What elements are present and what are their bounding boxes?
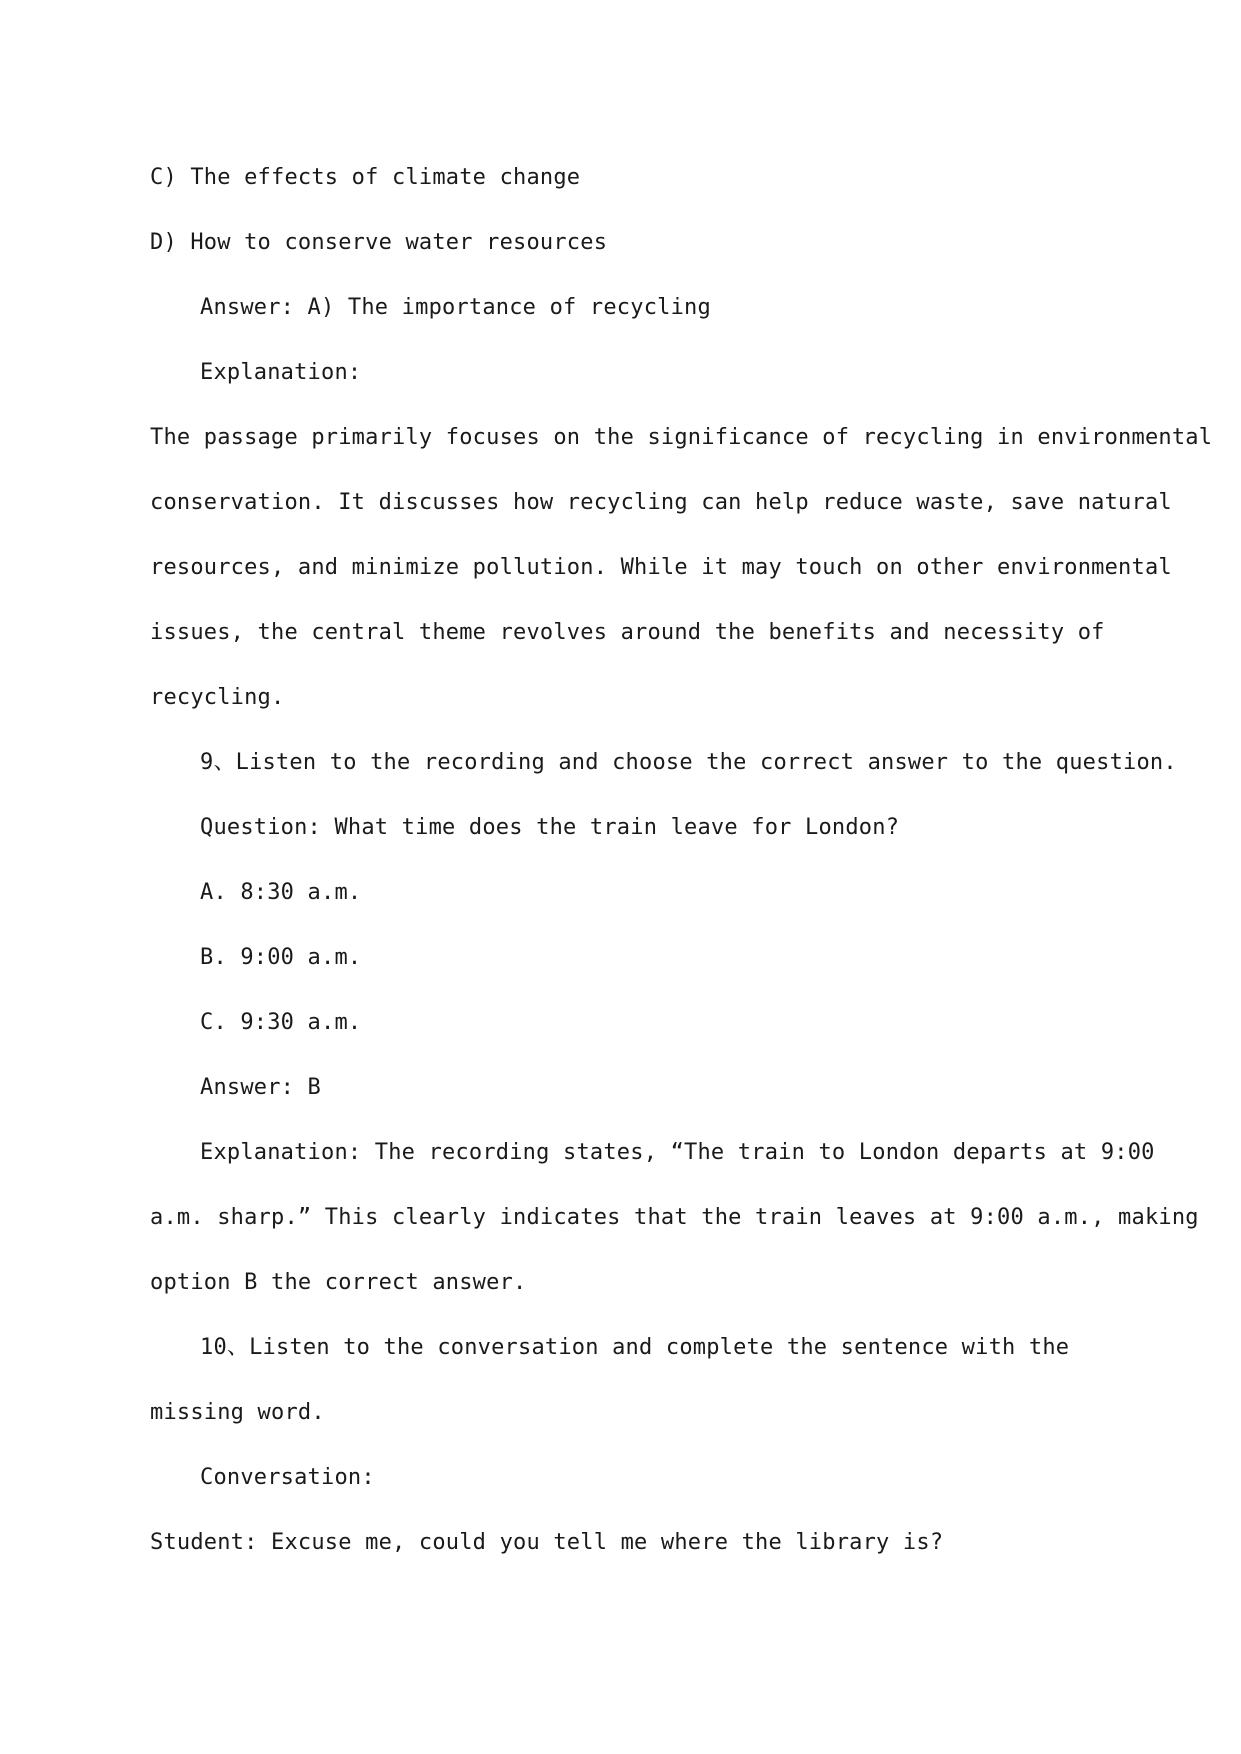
q8-explanation-line-5: recycling.	[150, 685, 285, 710]
q8-explanation-line-2: conservation. It discusses how recycling can help reduce waste, save natural	[150, 490, 1172, 515]
q8-answer: Answer: A) The importance of recycling	[200, 295, 711, 320]
q9-explanation-line-3: option B the correct answer.	[150, 1270, 527, 1295]
q9-explanation-line-1: Explanation: The recording states, “The train to London departs at 9:00	[200, 1140, 1155, 1165]
q9-answer: Answer: B	[200, 1075, 322, 1100]
q8-explanation-line-4: issues, the central theme revolves around the benefits and necessity of	[150, 620, 1105, 645]
q8-explanation-line-1: The passage primarily focuses on the significance of recycling in environmental	[150, 425, 1213, 450]
option-c: C) The effects of climate change	[150, 165, 581, 190]
q9-option-b: B. 9:00 a.m.	[200, 945, 362, 970]
q10-prompt-line-1: 10、Listen to the conversation and complete the sentence with the	[200, 1335, 1070, 1360]
q10-conversation-label: Conversation:	[200, 1465, 375, 1490]
q8-explanation-label: Explanation:	[200, 360, 362, 385]
q10-prompt-line-2: missing word.	[150, 1400, 325, 1425]
document-page	[150, 145, 1213, 1575]
q9-question: Question: What time does the train leave for London?	[200, 815, 900, 840]
q8-explanation-line-3: resources, and minimize pollution. While it may touch on other environmental	[150, 555, 1172, 580]
q10-student-line: Student: Excuse me, could you tell me where the library is?	[150, 1530, 944, 1555]
q9-prompt: 9、Listen to the recording and choose the correct answer to the question.	[200, 750, 1177, 775]
q9-explanation-line-2: a.m. sharp.” This clearly indicates that the train leaves at 9:00 a.m., making	[150, 1205, 1199, 1230]
q9-option-a: A. 8:30 a.m.	[200, 880, 362, 905]
q9-option-c: C. 9:30 a.m.	[200, 1010, 362, 1035]
option-d: D) How to conserve water resources	[150, 230, 608, 255]
